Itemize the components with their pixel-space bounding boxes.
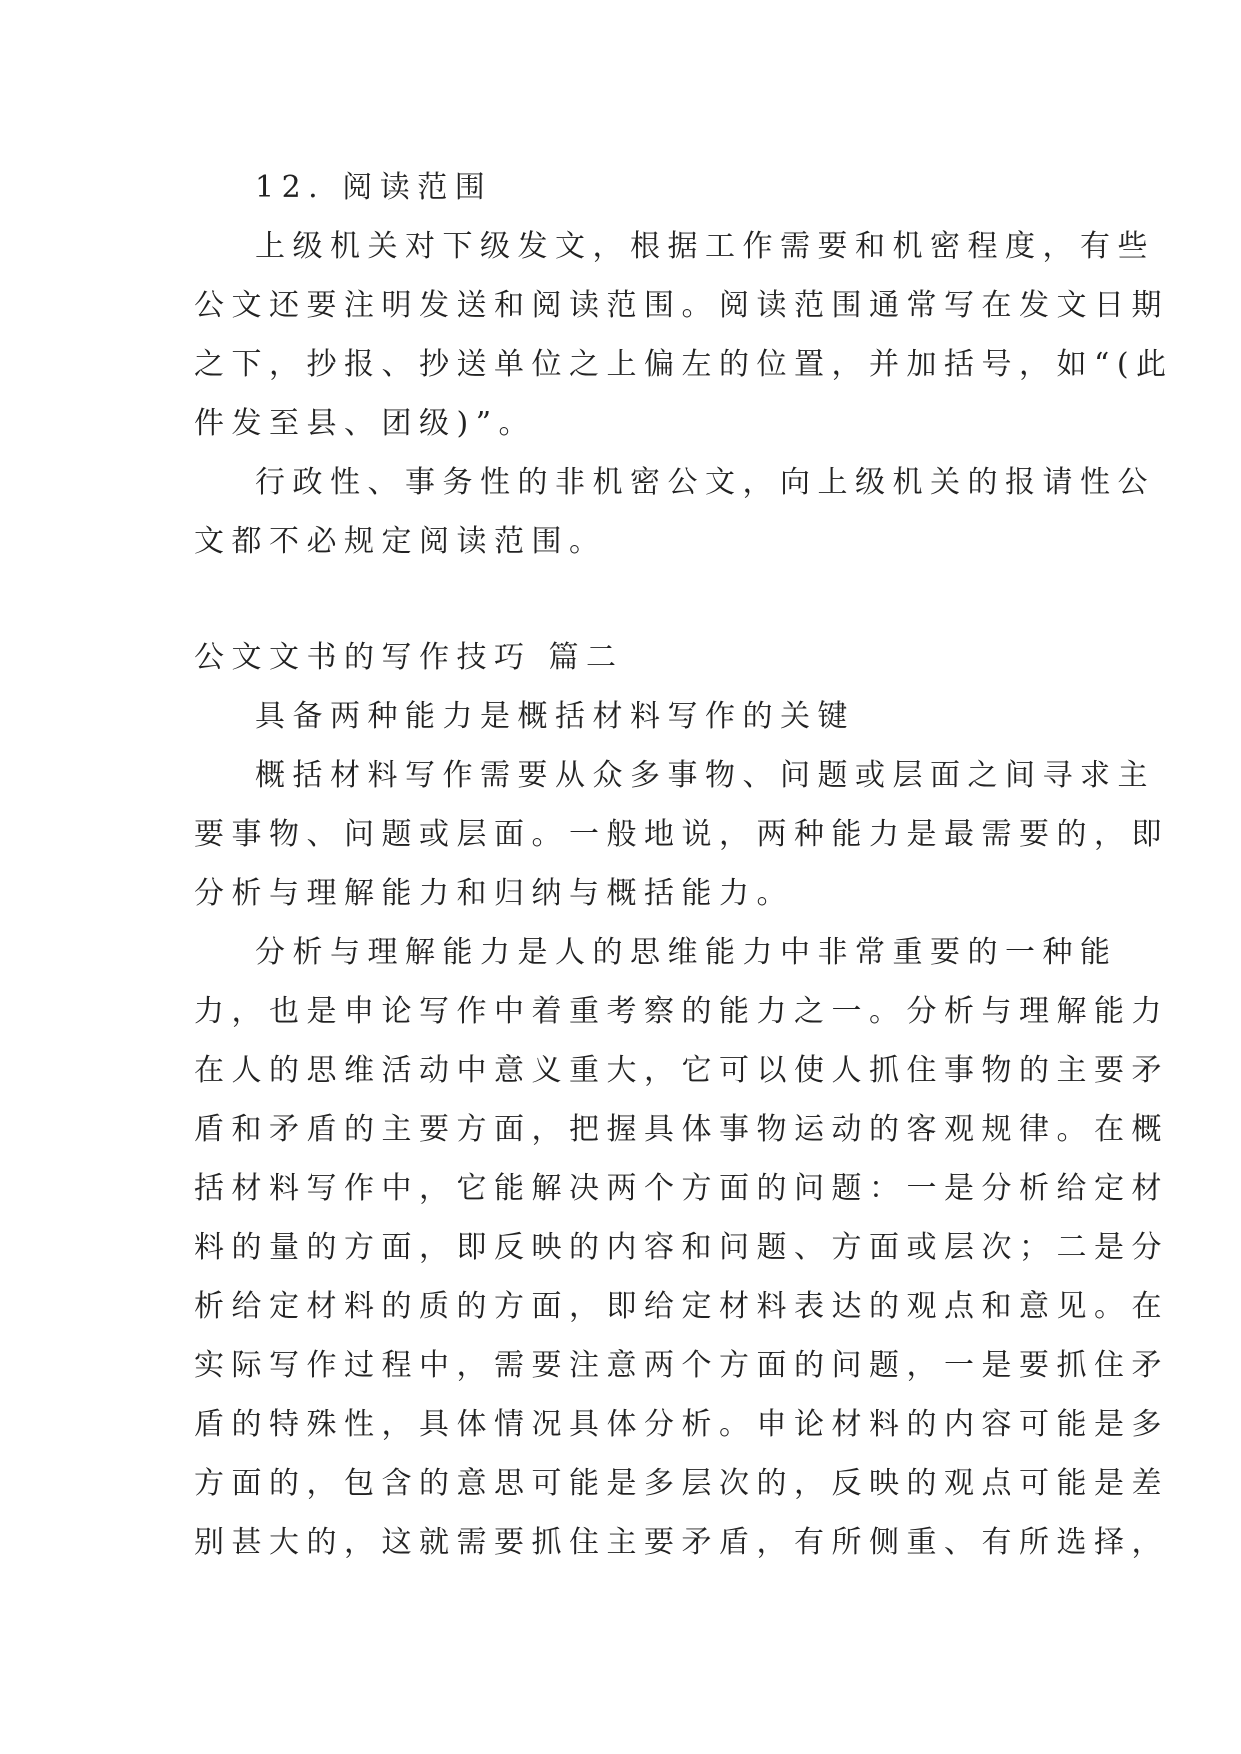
paragraph-analysis-ability [194, 923, 1169, 1572]
paragraph-line: 析给定材料的质的方面，即给定材料表达的观点和意见。在 [194, 1289, 1169, 1324]
paragraph-two-abilities [194, 746, 1169, 923]
paragraph-line: 要事物、问题或层面。一般地说，两种能力是最需要的，即 [194, 817, 1169, 852]
paragraph-line: 文都不必规定阅读范围。 [194, 524, 607, 559]
paragraph-line: 括材料写作中，它能解决两个方面的问题：一是分析给定材 [194, 1171, 1169, 1206]
section-subtitle: 具备两种能力是概括材料写作的关键 [255, 699, 855, 734]
paragraph-reading-scope-2 [194, 453, 1155, 571]
paragraph-line: 料的量的方面，即反映的内容和问题、方面或层次；二是分 [194, 1230, 1169, 1265]
paragraph-line: 别甚大的，这就需要抓住主要矛盾，有所侧重、有所选择， [194, 1525, 1169, 1560]
section-spacer [194, 571, 1056, 628]
paragraph-line: 分析与理解能力和归纳与概括能力。 [194, 876, 794, 911]
paragraph-line: 上级机关对下级发文，根据工作需要和机密程度，有些 [255, 229, 1155, 264]
paragraph-line: 概括材料写作需要从众多事物、问题或层面之间寻求主 [255, 758, 1155, 793]
section-heading-reading-scope: 12. 阅读范围 [255, 170, 493, 205]
paragraph-line: 盾的特殊性，具体情况具体分析。申论材料的内容可能是多 [194, 1407, 1169, 1442]
paragraph-line: 方面的，包含的意思可能是多层次的，反映的观点可能是差 [194, 1466, 1169, 1501]
paragraph-line: 公文还要注明发送和阅读范围。阅读范围通常写在发文日期 [194, 288, 1169, 323]
document-body [194, 158, 1174, 1572]
paragraph-line: 件发至县、团级)”。 [194, 406, 537, 441]
paragraph-line: 盾和矛盾的主要方面，把握具体事物运动的客观规律。在概 [194, 1112, 1169, 1147]
paragraph-line: 行政性、事务性的非机密公文，向上级机关的报请性公 [255, 465, 1155, 500]
paragraph-line: 力，也是申论写作中着重考察的能力之一。分析与理解能力 [194, 994, 1169, 1029]
paragraph-reading-scope-1 [194, 217, 1174, 453]
paragraph-line: 在人的思维活动中意义重大，它可以使人抓住事物的主要矛 [194, 1053, 1169, 1088]
section-title-part-two: 公文文书的写作技巧 篇二 [194, 640, 624, 675]
paragraph-line: 实际写作过程中，需要注意两个方面的问题，一是要抓住矛 [194, 1348, 1169, 1383]
paragraph-line: 之下，抄报、抄送单位之上偏左的位置，并加括号，如“(此 [194, 347, 1174, 382]
paragraph-line: 分析与理解能力是人的思维能力中非常重要的一种能 [255, 935, 1118, 970]
